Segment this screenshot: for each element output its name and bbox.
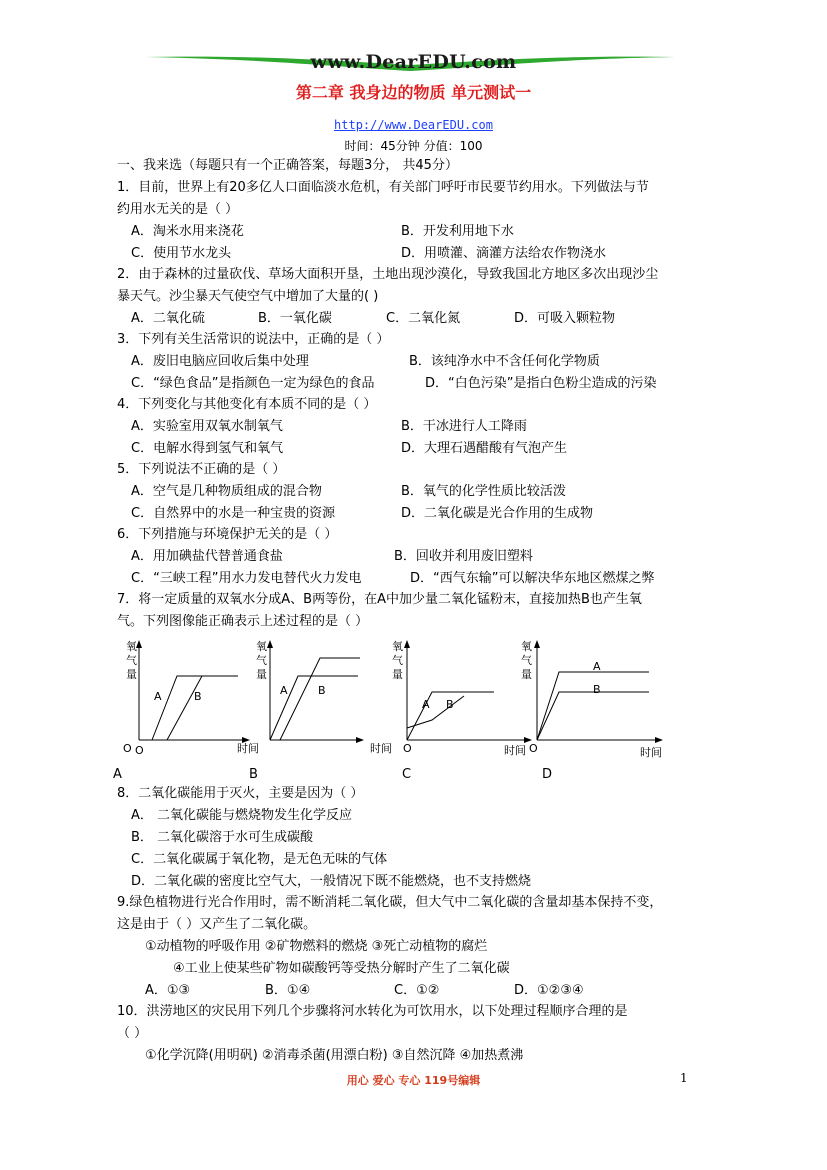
graph-b-ylabel [256, 639, 267, 681]
q1-option-b: B．开发利用地下水 [401, 224, 514, 239]
q4-stem: 4．下列变化与其他变化有本质不同的是（ ） [117, 397, 377, 412]
graph-c-choice: C [402, 767, 412, 782]
graph-b-xlabel: 时间 [370, 742, 392, 755]
q10-stem-line1: 10．洪涝地区的灾民用下列几个步骤将河水转化为可饮用水，以下处理过程顺序合理的是 [117, 1004, 628, 1019]
graph-c-xlabel: 时间 [504, 744, 526, 757]
graph-d-choice: D [542, 767, 553, 782]
q9-items-line2: ④工业上使某些矿物如碳酸钙等受热分解时产生了二氧化碳 [173, 961, 510, 976]
graph-a-label-b: B [194, 690, 202, 703]
graph-b-line-b [280, 658, 360, 740]
svg-text:氧: 氧 [521, 640, 532, 653]
svg-text:氧: 氧 [126, 640, 137, 653]
graph-d-xlabel: 时间 [640, 746, 662, 759]
graph-b-label-a: A [280, 684, 288, 697]
q8-option-d: D．二氧化碳的密度比空气大，一般情况下既不能燃烧，也不支持燃烧 [131, 874, 532, 889]
q6-option-a: A．用加碘盐代替普通食盐 [131, 549, 283, 564]
q3-option-a: A．废旧电脑应回收后集中处理 [131, 354, 309, 369]
graph-a [112, 636, 252, 760]
svg-text:氧: 氧 [392, 640, 403, 653]
graph-b [248, 636, 388, 760]
q2-stem-line1: 2．由于森林的过量砍伐、草场大面积开垦，土地出现沙漠化，导致我国北方地区多次出现沙尘 [117, 267, 659, 282]
q2-option-a: A．二氧化硫 [131, 311, 205, 326]
svg-text:气: 气 [256, 654, 267, 667]
q9-option-c: C．①② [394, 983, 440, 998]
q5-option-b: B．氧气的化学性质比较活泼 [401, 484, 566, 499]
q6-option-c: C．“三峡工程”用水力发电替代火力发电 [131, 571, 362, 586]
q9-stem-line1: 9.绿色植物进行光合作用时，需不断消耗二氧化碳，但大气中二氧化碳的含量却基本保持不变， [117, 895, 663, 910]
q8-option-a: A． 二氧化碳能与燃烧物发生化学反应 [131, 808, 353, 823]
graph-a-label-a: A [154, 690, 162, 703]
q4-option-b: B．干冰进行人工降雨 [401, 419, 527, 434]
q5-option-d: D．二氧化碳是光合作用的生成物 [401, 506, 594, 521]
graph-a-origin: O [135, 744, 144, 757]
graph-b-label-b: B [318, 684, 326, 697]
graph-c-origin: O [403, 742, 412, 755]
q4-option-a: A．实验室用双氧水制氧气 [131, 419, 283, 434]
q3-option-b: B．该纯净水中不含任何化学物质 [409, 354, 600, 369]
q9-items-line1: ①动植物的呼吸作用 ②矿物燃料的燃烧 ③死亡动植物的腐烂 [145, 939, 488, 954]
q3-stem: 3．下列有关生活常识的说法中，正确的是（ ） [117, 332, 390, 347]
q6-stem: 6．下列措施与环境保护无关的是（ ） [117, 527, 338, 542]
exam-meta: 时间：45分钟 分值：100 [344, 139, 483, 153]
q5-option-a: A．空气是几种物质组成的混合物 [131, 484, 322, 499]
graph-a-line-b [167, 676, 202, 740]
q8-stem: 8．二氧化碳能用于灭火，主要是因为（ ） [117, 786, 364, 801]
graph-d-ylabel [521, 639, 532, 681]
q6-option-d: D．“西气东输”可以解决华东地区燃煤之弊 [410, 571, 655, 586]
graph-b-choice: B [249, 767, 258, 782]
q9-stem-line2: 这是由于（ ）又产生了二氧化碳。 [117, 917, 317, 932]
graph-d-origin: O [529, 742, 538, 755]
graph-d-label-a: A [593, 660, 601, 673]
graph-a-ylabel [126, 639, 137, 681]
q2-stem-line2: 暴天气。沙尘暴天气使空气中增加了大量的( ) [117, 289, 379, 304]
q1-option-c: C．使用节水龙头 [131, 246, 232, 261]
svg-text:量: 量 [256, 668, 267, 681]
section-heading: 一、我来选（每题只有一个正确答案，每题3分， 共45分） [117, 158, 458, 173]
q7-stem-line1: 7．将一定质量的双氧水分成A、B两等份，在A中加少量二氧化锰粉末，直接加热B也产生氧 [117, 592, 642, 607]
graph-c-label-a: A [422, 698, 430, 711]
q2-option-d: D．可吸入颗粒物 [514, 311, 616, 326]
graph-c-ylabel [392, 639, 403, 681]
svg-text:氧: 氧 [256, 640, 267, 653]
q4-option-c: C．电解水得到氢气和氧气 [131, 441, 284, 456]
graph-d-label-b: B [593, 683, 601, 696]
q9-option-d: D．①②③④ [514, 983, 584, 998]
q10-items: ①化学沉降(用明矾) ②消毒杀菌(用漂白粉) ③自然沉降 ④加热煮沸 [145, 1048, 524, 1063]
q3-option-c: C．“绿色食品”是指颜色一定为绿色的食品 [131, 376, 375, 391]
q9-option-b: B．①④ [265, 983, 311, 998]
q8-option-c: C．二氧化碳属于氧化物，是无色无味的气体 [131, 852, 388, 867]
q4-option-d: D．大理石遇醋酸有气泡产生 [401, 441, 568, 456]
svg-text:量: 量 [521, 668, 532, 681]
q10-stem-line2: （ ） [117, 1026, 148, 1041]
graph-a-xlabel: 时间 [237, 742, 259, 755]
q1-stem-line1: 1．目前，世界上有20多亿人口面临淡水危机，有关部门呼吁市民要节约用水。下列做法与节 [117, 180, 649, 195]
q9-option-a: A．①③ [145, 983, 191, 998]
q2-option-c: C．二氧化氮 [386, 311, 461, 326]
graph-c-label-b: B [446, 698, 454, 711]
svg-text:量: 量 [392, 668, 403, 681]
q7-stem-line2: 气。下列图像能正确表示上述过程的是（ ） [117, 614, 369, 629]
site-link[interactable]: http://www.DearEDU.com [334, 118, 493, 132]
graph-a-choice: A [113, 767, 122, 782]
q2-option-b: B．一氧化碳 [258, 311, 332, 326]
page-title: 第二章 我身边的物质 单元测试一 [295, 83, 532, 102]
svg-text:量: 量 [126, 668, 137, 681]
svg-text:气: 气 [126, 654, 137, 667]
svg-text:气: 气 [392, 654, 403, 667]
svg-text:气: 气 [521, 654, 532, 667]
footer-text: 用心 爱心 专心 119号编辑 [346, 1074, 481, 1087]
page-number: 1 [680, 1071, 688, 1085]
q3-option-d: D．“白色污染”是指白色粉尘造成的污染 [425, 376, 657, 391]
site-name: www.DearEDU.com [310, 51, 517, 73]
q1-stem-line2: 约用水无关的是（ ） [117, 202, 239, 217]
q5-option-c: C．自然界中的水是一种宝贵的资源 [131, 506, 336, 521]
graph-d [515, 636, 665, 760]
q6-option-b: B．回收并利用废旧塑料 [394, 549, 533, 564]
graph-d-line-b [537, 692, 649, 740]
q1-option-a: A．淘米水用来浇花 [131, 224, 244, 239]
q8-option-b: B． 二氧化碳溶于水可生成碳酸 [131, 830, 314, 845]
graph-a-line-a [152, 676, 238, 740]
q1-option-d: D．用喷灌、滴灌方法给农作物浇水 [401, 246, 607, 261]
graph-b-origin: O [123, 742, 132, 755]
q5-stem: 5．下列说法不正确的是（ ） [117, 462, 286, 477]
